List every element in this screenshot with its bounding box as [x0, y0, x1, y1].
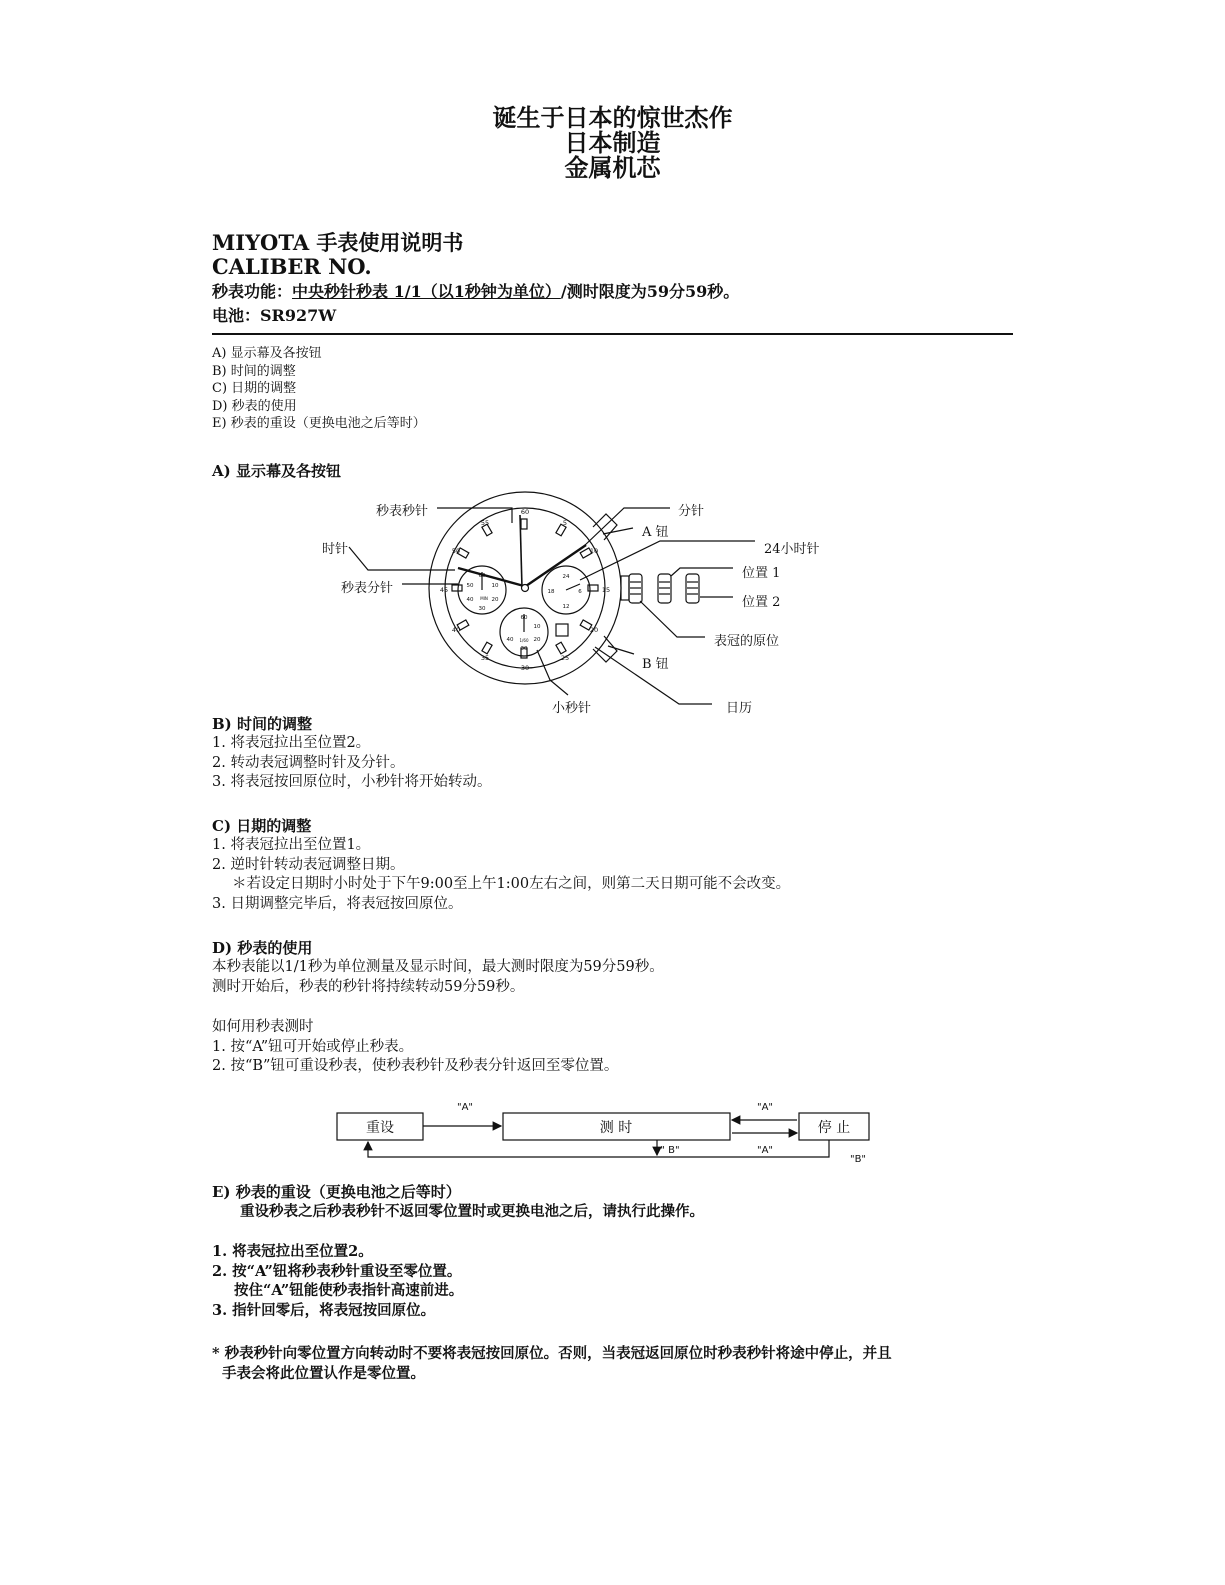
flow-label-a-2: "A" [756, 1102, 774, 1113]
title-line-2: 日本制造 [564, 128, 661, 157]
howto-line: 1. 按“A”钮可开始或停止秒表。 [212, 1038, 414, 1055]
label-position-1: 位置 1 [742, 566, 781, 581]
section-c-steps [212, 836, 790, 914]
spec-underlined: 中央秒针秒表 1/1（以1秒钟为单位） [292, 282, 561, 301]
step-line: 3. 指针回零后，将表冠按回原位。 [212, 1301, 436, 1319]
svg-text:10: 10 [589, 547, 599, 555]
toc-item: E) 秒表的重设（更换电池之后等时） [212, 416, 426, 431]
section-e-note [212, 1344, 892, 1383]
flow-label-a-3: "A" [756, 1145, 774, 1156]
section-e-steps [212, 1242, 463, 1320]
svg-text:MIN: MIN [480, 596, 488, 601]
label-button-b: B 钮 [642, 657, 669, 672]
svg-text:20: 20 [491, 597, 499, 603]
label-crown-home: 表冠的原位 [714, 634, 780, 649]
step-line: 2. 转动表冠调整时针及分针。 [212, 754, 405, 771]
step-line: 1. 将表冠拉出至位置2。 [212, 1243, 373, 1260]
step-subline: 按住“A”钮能使秒表指针高速前进。 [234, 1282, 464, 1299]
svg-text:10: 10 [533, 624, 541, 630]
step-line: 2. 按“A”钮将秒表秒针重设至零位置。 [212, 1262, 462, 1280]
desc-line: 测时开始后，秒表的秒针将持续转动59分59秒。 [212, 978, 525, 995]
svg-text:50: 50 [466, 583, 474, 589]
section-a-title: A) 显示幕及各按钮 [212, 462, 341, 480]
toc-item: C) 日期的调整 [212, 381, 297, 396]
toc-item: B) 时间的调整 [212, 363, 296, 379]
flow-stop-label: 停 止 [817, 1120, 851, 1136]
leader-crown-home [640, 601, 705, 637]
svg-text:60: 60 [478, 573, 486, 579]
leader-chrono-second [437, 508, 512, 523]
svg-text:10: 10 [491, 583, 499, 589]
label-small-second-hand: 小秒针 [552, 701, 592, 716]
label-chrono-minute-hand: 秒表分针 [341, 581, 394, 596]
label-24h-hand: 24小时针 [764, 542, 820, 557]
button-b-pusher [593, 636, 617, 662]
howto-line: 2. 按“B”钮可重设秒表，使秒表秒针及秒表分针返回至零位置。 [212, 1058, 619, 1074]
svg-text:1/60: 1/60 [519, 638, 529, 643]
svg-text:45: 45 [439, 586, 449, 594]
svg-text:5: 5 [562, 519, 568, 527]
flow-label-a-1: "A" [456, 1102, 474, 1113]
svg-text:15: 15 [601, 586, 611, 594]
date-window [556, 624, 568, 636]
section-d-howto [212, 1018, 618, 1077]
svg-text:20: 20 [533, 637, 541, 643]
section-c-title: C) 日期的调整 [212, 817, 312, 835]
step-line: 1. 将表冠拉出至位置2。 [212, 735, 371, 751]
watch-diagram [0, 0, 1225, 720]
manual-heading: MIYOTA 手表使用说明书 [212, 230, 464, 255]
spec-rest: /测时限度为59分59秒。 [560, 282, 740, 301]
step-line: 3. 日期调整完毕后，将表冠按回原位。 [212, 895, 463, 912]
label-button-a: A 钮 [642, 525, 669, 540]
svg-text:40: 40 [466, 597, 474, 603]
svg-text:24: 24 [562, 574, 570, 580]
svg-text:20: 20 [589, 626, 599, 634]
minute-hand [526, 545, 586, 586]
section-b-title: B) 时间的调整 [212, 715, 312, 733]
battery-line: 电池：SR927W [212, 306, 337, 325]
step-line: 3. 将表冠按回原位时，小秒针将开始转动。 [212, 774, 492, 790]
marker-12 [521, 519, 527, 529]
label-calendar: 日历 [726, 701, 753, 716]
leader-pos1 [671, 568, 733, 576]
svg-text:60: 60 [520, 615, 528, 621]
section-e-title: E) 秒表的重设（更换电池之后等时） [212, 1183, 461, 1201]
section-d-title: D) 秒表的使用 [212, 939, 313, 957]
center-pin [522, 585, 529, 592]
flow-label-b-2: "B" [849, 1154, 867, 1165]
svg-text:35: 35 [480, 654, 490, 662]
svg-text:55: 55 [480, 519, 490, 527]
svg-text:30: 30 [520, 646, 528, 652]
section-d-desc [212, 958, 664, 997]
svg-text:12: 12 [562, 604, 570, 610]
chrono-second-hand [520, 515, 522, 588]
toc-item: D) 秒表的使用 [212, 398, 297, 414]
svg-text:25: 25 [560, 654, 570, 662]
desc-line: 本秒表能以1/1秒为单位测量及显示时间，最大测时限度为59分59秒。 [212, 959, 664, 975]
svg-text:60: 60 [520, 508, 530, 516]
crown-stem [621, 576, 629, 600]
label-hour-hand: 时针 [322, 542, 349, 557]
marker-9 [452, 585, 462, 591]
svg-text:30: 30 [478, 606, 486, 612]
section-b-steps [212, 734, 491, 793]
note-line: 手表会将此位置认作是零位置。 [222, 1364, 425, 1382]
caliber-label: CALIBER NO. [212, 254, 372, 279]
svg-text:40: 40 [451, 626, 461, 634]
label-chrono-second-hand: 秒表秒针 [376, 504, 429, 519]
step-line: 1. 将表冠拉出至位置1。 [212, 837, 371, 853]
leader-button-a [603, 528, 633, 534]
chronograph-flow-diagram [0, 1085, 1225, 1175]
flow-timing-label: 测 时 [599, 1120, 633, 1136]
leader-hour [349, 547, 455, 570]
svg-text:18: 18 [547, 589, 555, 595]
spec-label: 秒表功能： [212, 282, 293, 301]
section-e-intro: 重设秒表之后秒表秒针不返回零位置时或更换电池之后，请执行此操作。 [240, 1203, 704, 1220]
flow-reset-label: 重设 [366, 1120, 394, 1136]
label-position-2: 位置 2 [742, 595, 781, 610]
leader-button-b [608, 646, 634, 654]
svg-text:50: 50 [451, 547, 461, 555]
title-line-1: 诞生于日本的惊世杰作 [492, 103, 733, 132]
title-line-3: 金属机芯 [564, 153, 661, 182]
flow-label-b-1: " B" [660, 1145, 680, 1156]
howto-title: 如何用秒表测时 [212, 1019, 314, 1035]
toc-item: A) 显示幕及各按钮 [212, 346, 322, 361]
note-line: * 秒表秒针向零位置方向转动时不要将表冠按回原位。否则，当表冠返回原位时秒表秒针将途中停止，并且 [212, 1345, 892, 1362]
svg-text:40: 40 [506, 637, 514, 643]
label-minute-hand: 分针 [678, 504, 705, 519]
step-line: 2. 逆时针转动表冠调整日期。 [212, 856, 405, 873]
note-line: ＊若设定日期时小时处于下午9:00至上午1:00左右之间，则第二天日期可能不会改变。 [232, 876, 791, 892]
svg-text:30: 30 [520, 664, 530, 672]
svg-text:6: 6 [578, 589, 582, 595]
